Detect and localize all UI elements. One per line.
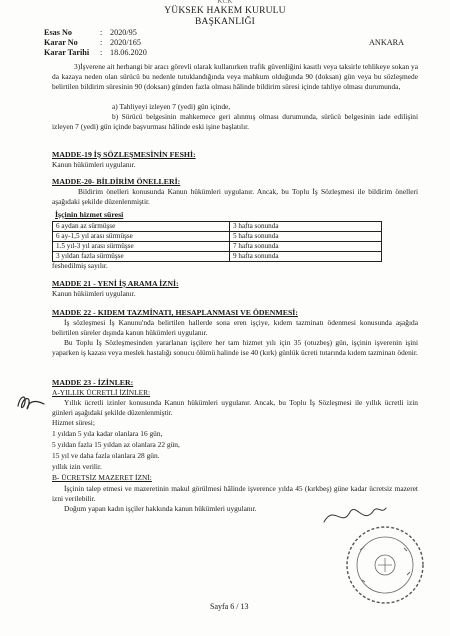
table-row (53, 252, 382, 262)
leave-line-2: 5 yıldan fazla 15 yıldan az olanlara 22 gün, (52, 440, 180, 449)
meta-value: 2020/165 (110, 38, 141, 47)
table-row (53, 242, 382, 252)
madde-22-heading: MADDE 22 - KIDEM TAZMİNATI, HESAPLANMASI VE ÖDENMESİ: (52, 308, 298, 317)
notice-cell: 7 hafta sonunda (230, 242, 382, 252)
official-stamp-icon (340, 520, 430, 610)
service-cell: 3 yıldan fazla sürmüşse (53, 252, 230, 262)
page-number: Sayfa 6 / 13 (210, 602, 249, 611)
meta-sep: : (100, 48, 103, 57)
madde-19-heading: MADDE-19 İŞ SÖZLEŞMESİNİN FESHİ: (52, 150, 196, 159)
notice-cell: 5 hafta sonunda (230, 232, 382, 242)
meta-row-esas (44, 28, 147, 38)
leave-line-1: 1 yıldan 5 yıla kadar olanlara 16 gün, (52, 429, 163, 438)
madde-22-para-2: Bu Toplu İş Sözleşmesinden yararlanan işçilere her tam hizmet yılı için 35 (otuzbeş) gün, işçinin işverenin işini yaparken iş kazası veya meslek hastalığı sonucu ölümü halinde ise 40 (kırk) günlük ücreti tutarında kıdem tazminatı ödenir. (52, 338, 418, 357)
item-b: b) Sürücü belgesinin mahkemece geri alınmış olması durumunda, sürücü belgesinin iade edilişini izleyen 7 (yedi) gün içinde başvurması hâlinde eski işine başlatılır. (52, 112, 418, 131)
section-a-text: Yıllık ücretli izinler konusunda Kanun hükümleri uygulanır. Ancak, bu Toplu İş Sözleşmesi ile yıllık ücretli izin günleri aşağıdaki şekilde düzenlenmiştir. (52, 398, 418, 417)
signature-icon (320, 500, 390, 530)
section-b-birth: Doğum yapan kadın işçiler hakkında kanun hükümleri uygulanır. (64, 504, 257, 513)
leave-given: yıllık izin verilir. (52, 462, 102, 471)
section-b-heading: B- ÜCRETSİZ MAZERET İZNİ: (52, 473, 152, 482)
notice-cell: 3 hafta sonunda (230, 222, 382, 232)
item-a: a) Tahliyeyi izleyen 7 (yedi) gün içinde, (112, 102, 231, 111)
madde-20-heading: MADDE-20- BİLDİRİM ÖNELLERİ: (52, 177, 181, 186)
case-meta (44, 28, 147, 58)
meta-label: Esas No (44, 28, 72, 37)
madde-21-text: Kanun hükümleri uygulanır. (52, 289, 136, 298)
leave-line-3: 15 yıl ve daha fazla olanlara 28 gün. (52, 451, 160, 460)
madde-23-heading: MADDE 23 - İZİNLER: (52, 378, 134, 387)
institution-subtitle: BAŞKANLIĞI (194, 17, 256, 27)
institution-title: YÜKSEK HAKEM KURULU (164, 6, 286, 16)
section-a-heading: A-YILLIK ÜCRETLİ İZİNLER: (52, 388, 151, 397)
notice-table (52, 221, 382, 262)
service-cell: 6 ay-1,5 yıl arası sürmüşse (53, 232, 230, 242)
meta-row-tarih (44, 48, 147, 58)
meta-value: 18.06.2020 (110, 48, 147, 57)
header-fragment: KCK (217, 0, 233, 5)
madde-22-para-1: İş sözleşmesi İş Kanunu'nda belirtilen hallerde sona eren işçiye, kıdem tazminatı ödenmesi konusunda aşağıda belirtilen süreler dışında kanun hükümleri uygulanır. (52, 318, 418, 337)
madde-20-text: Bildirim önelleri konusunda Kanun hükümleri uygulanır. Ancak, bu Toplu İş Sözleşmesi ile bildirim önelleri aşağıdaki şekilde düzenlenmiştir. (52, 187, 418, 206)
table-row (53, 232, 382, 242)
notice-table-footer: feshedilmiş sayılır. (52, 261, 108, 270)
meta-sep: : (100, 38, 103, 47)
section-b-text: İşçinin talep etmesi ve mazeretinin makul görülmesi hâlinde işverence yılda 45 (kırkbeş) güne kadar ücretsiz mazeret izni verilebilir. (52, 484, 418, 503)
location: ANKARA (369, 38, 405, 47)
handwritten-initials (14, 388, 54, 418)
meta-row-karar (44, 38, 147, 48)
meta-label: Karar Tarihi (44, 48, 90, 57)
table-row (53, 222, 382, 232)
madde-19-text: Kanun hükümleri uygulanır. (52, 160, 136, 169)
meta-value: 2020/95 (110, 28, 137, 37)
service-cell: 1.5 yıl-3 yıl arası sürmüşse (53, 242, 230, 252)
paragraph-3: 3)İşverene ait herhangi bir aracı görevli olarak kullanırken trafik güvenliğini kasıtlı veya taksirle tehlikeye sokan ya da kazaya neden olan sürücü bu nedenle tutuklandığında veya mahkum olduğunda 90 (doksan) gün veya bu sözleşmede belirtilen bildirim süresinin 90 (doksan) günden fazla olması hâlinde bildirim süresi içinde tahliye olması durumunda, (52, 62, 418, 91)
notice-table-header: İşçinin hizmet süresi (55, 210, 124, 219)
madde-21-heading: MADDE 21 - YENİ İŞ ARAMA İZNİ: (52, 279, 179, 288)
service-cell: 6 aydan az sürmüşse (53, 222, 230, 232)
meta-label: Karar No (44, 38, 78, 47)
meta-sep: : (100, 28, 103, 37)
notice-cell: 9 hafta sonunda (230, 252, 382, 262)
service-label: Hizmet süresi; (52, 418, 95, 427)
